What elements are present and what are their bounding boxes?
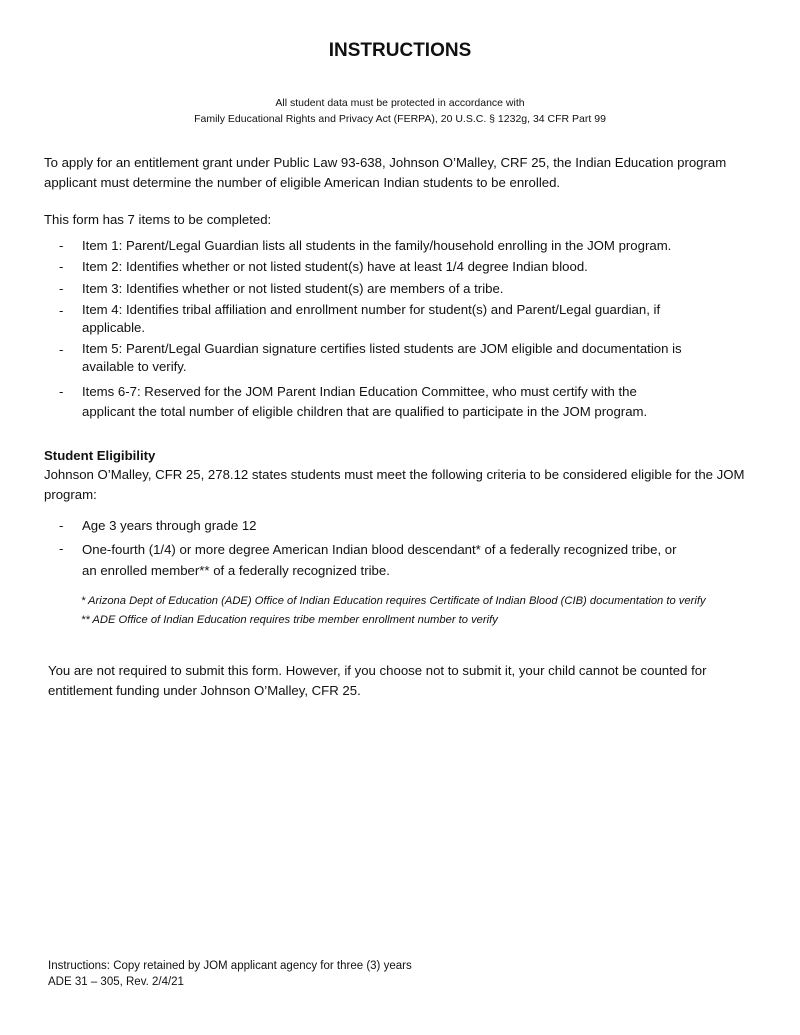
- bullet-dash: -: [59, 384, 64, 399]
- text-line: Item 5: Parent/Legal Guardian signature certifies listed students are JOM eligible and documentation is: [82, 341, 682, 356]
- text-line: Items 6-7: Reserved for the JOM Parent Indian Education Committee, who must certify with the: [82, 384, 637, 399]
- notice-paragraph: [48, 661, 707, 700]
- intro-paragraph: [44, 153, 726, 192]
- text-line: program:: [44, 486, 97, 502]
- items-intro: This form has 7 items to be completed:: [44, 212, 272, 227]
- bullet-dash: -: [59, 342, 64, 357]
- text-line: applicant the total number of eligible children that are qualified to participate in the JOM program.: [82, 404, 648, 419]
- text-line: To apply for an entitlement grant under Public Law 93-638, Johnson O’Malley, CRF 25, the Indian Education program: [44, 155, 727, 170]
- text-line: One-fourth (1/4) or more degree American Indian blood descendant* of a federally recognized tribe, or: [82, 542, 677, 557]
- text-line: Age 3 years through grade 12: [82, 518, 257, 533]
- text-line: Item 2: Identifies whether or not listed student(s) have at least 1/4 degree Indian blood.: [82, 259, 588, 274]
- ferpa-line: Family Educational Rights and Privacy Act (FERPA), 20 U.S.C. § 1232g, 34 CFR Part 99: [194, 113, 606, 125]
- page-footer: [48, 958, 412, 990]
- text-line: Item 3: Identifies whether or not listed student(s) are members of a tribe.: [82, 281, 504, 296]
- text-line: applicant must determine the number of eligible American Indian students to be enrolled.: [44, 174, 561, 190]
- footer-line: ADE 31 – 305, Rev. 2/4/21: [48, 976, 184, 988]
- bullet-dash: -: [59, 238, 64, 253]
- ferpa-line: All student data must be protected in accordance with: [275, 97, 525, 109]
- bullet-dash: -: [59, 303, 64, 318]
- footnotes: [81, 592, 706, 630]
- text-line: Item 1: Parent/Legal Guardian lists all students in the family/household enrolling in the JOM program.: [82, 238, 672, 253]
- page-title: INSTRUCTIONS: [328, 40, 472, 61]
- text-line: applicable.: [82, 320, 146, 335]
- eligibility-heading: Student Eligibility: [44, 448, 156, 463]
- text-line: You are not required to submit this form. However, if you choose not to submit it, your child cannot be counted for: [48, 663, 707, 678]
- text-line: an enrolled member** of a federally recognized tribe.: [82, 563, 390, 578]
- bullet-dash: -: [59, 281, 64, 296]
- bullet-dash: -: [59, 541, 64, 556]
- footnote: ** ADE Office of Indian Education requires tribe member enrollment number to verify: [81, 614, 498, 626]
- ferpa-notice: [0, 95, 800, 127]
- footnote: * Arizona Dept of Education (ADE) Office of Indian Education requires Certificate of Indian Blood (CIB) documentation to verify: [81, 595, 706, 607]
- text-line: entitlement funding under Johnson O’Malley, CFR 25.: [48, 682, 361, 698]
- bullet-dash: -: [59, 518, 64, 533]
- text-line: available to verify.: [82, 359, 187, 374]
- text-line: Item 4: Identifies tribal affiliation and enrollment number for student(s) and Parent/Legal guardian, if: [82, 302, 661, 317]
- footer-line: Instructions: Copy retained by JOM applicant agency for three (3) years: [48, 960, 412, 972]
- bullet-dash: -: [59, 259, 64, 274]
- eligibility-text: [44, 465, 745, 504]
- text-line: Johnson O’Malley, CFR 25, 278.12 states students must meet the following criteria to be considered eligible for the JOM: [44, 467, 745, 482]
